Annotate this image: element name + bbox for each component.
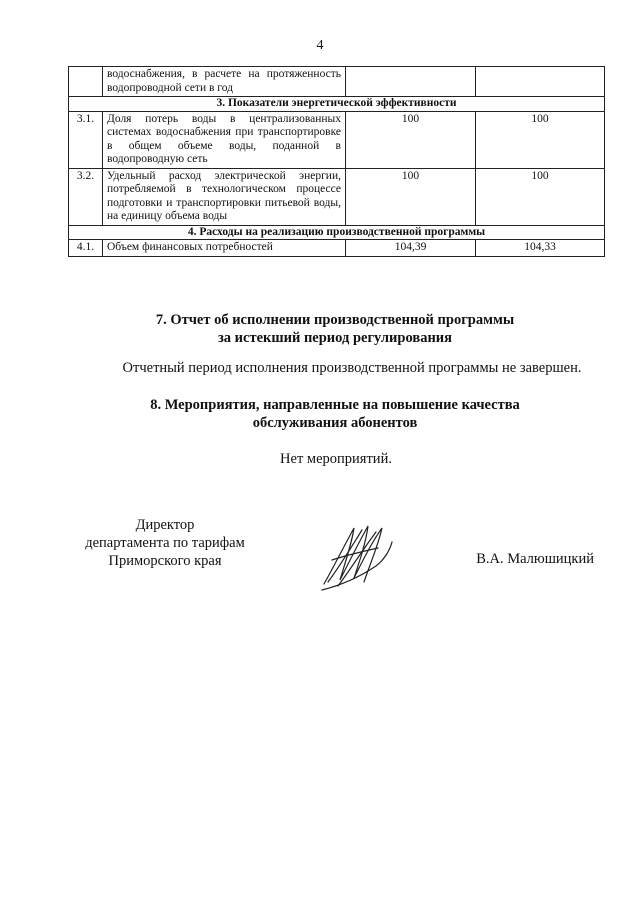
section-heading-energy-efficiency: 3. Показатели энергетической эффективности	[69, 97, 605, 112]
table-row	[69, 67, 605, 97]
row-value-2	[476, 67, 605, 97]
row-value-1: 100	[346, 168, 476, 225]
row-value-2: 100	[476, 111, 605, 168]
section-7-text: Отчетный период исполнения производственной программы не завершен.	[122, 360, 582, 376]
section-row	[69, 97, 605, 112]
row-description: Доля потерь воды в централизованных системах водоснабжения при транспортировке в общем объеме воды, поданной в водопроводную сеть	[103, 111, 346, 168]
row-number: 3.2.	[69, 168, 103, 225]
signatory-name: В.А. Малюшицкий	[476, 551, 594, 567]
row-value-1: 104,39	[346, 240, 476, 257]
signatory-title-line2: департамента по тарифам	[85, 535, 245, 551]
row-description: Удельный расход электрической энергии, потребляемой в технологическом процессе подготовки и транспортировки питьевой воды, на единицу объема воды	[103, 168, 346, 225]
section-8-title-line1: 8. Мероприятия, направленные на повышение качества	[150, 397, 520, 413]
row-number: 4.1.	[69, 240, 103, 257]
signatory-title	[70, 516, 260, 570]
handwritten-signature	[318, 520, 398, 592]
section-8-text: Нет мероприятий.	[280, 451, 392, 467]
table-row	[69, 240, 605, 257]
section-8-title-line2: обслуживания абонентов	[252, 415, 418, 431]
row-description: водоснабжения, в расчете на протяженность водопроводной сети в год	[103, 67, 346, 97]
table-row	[69, 111, 605, 168]
page-number: 4	[316, 38, 324, 53]
section-7-title-line1: 7. Отчет об исполнении производственной программы	[155, 312, 515, 328]
section-row	[69, 225, 605, 240]
row-number	[69, 67, 103, 97]
indicators-table	[68, 66, 605, 257]
row-number: 3.1.	[69, 111, 103, 168]
section-7-heading	[0, 311, 640, 347]
row-value-1: 100	[346, 111, 476, 168]
row-value-2: 100	[476, 168, 605, 225]
table-row	[69, 168, 605, 225]
row-value-1	[346, 67, 476, 97]
row-description: Объем финансовых потребностей	[103, 240, 346, 257]
section-8-heading	[0, 396, 640, 432]
section-heading-expenses: 4. Расходы на реализацию производственной программы	[69, 225, 605, 240]
signatory-title-line1: Директор	[135, 517, 195, 533]
signatory-title-line3: Приморского края	[108, 553, 222, 569]
row-value-2: 104,33	[476, 240, 605, 257]
section-7-title-line2: за истекший период регулирования	[217, 330, 453, 346]
